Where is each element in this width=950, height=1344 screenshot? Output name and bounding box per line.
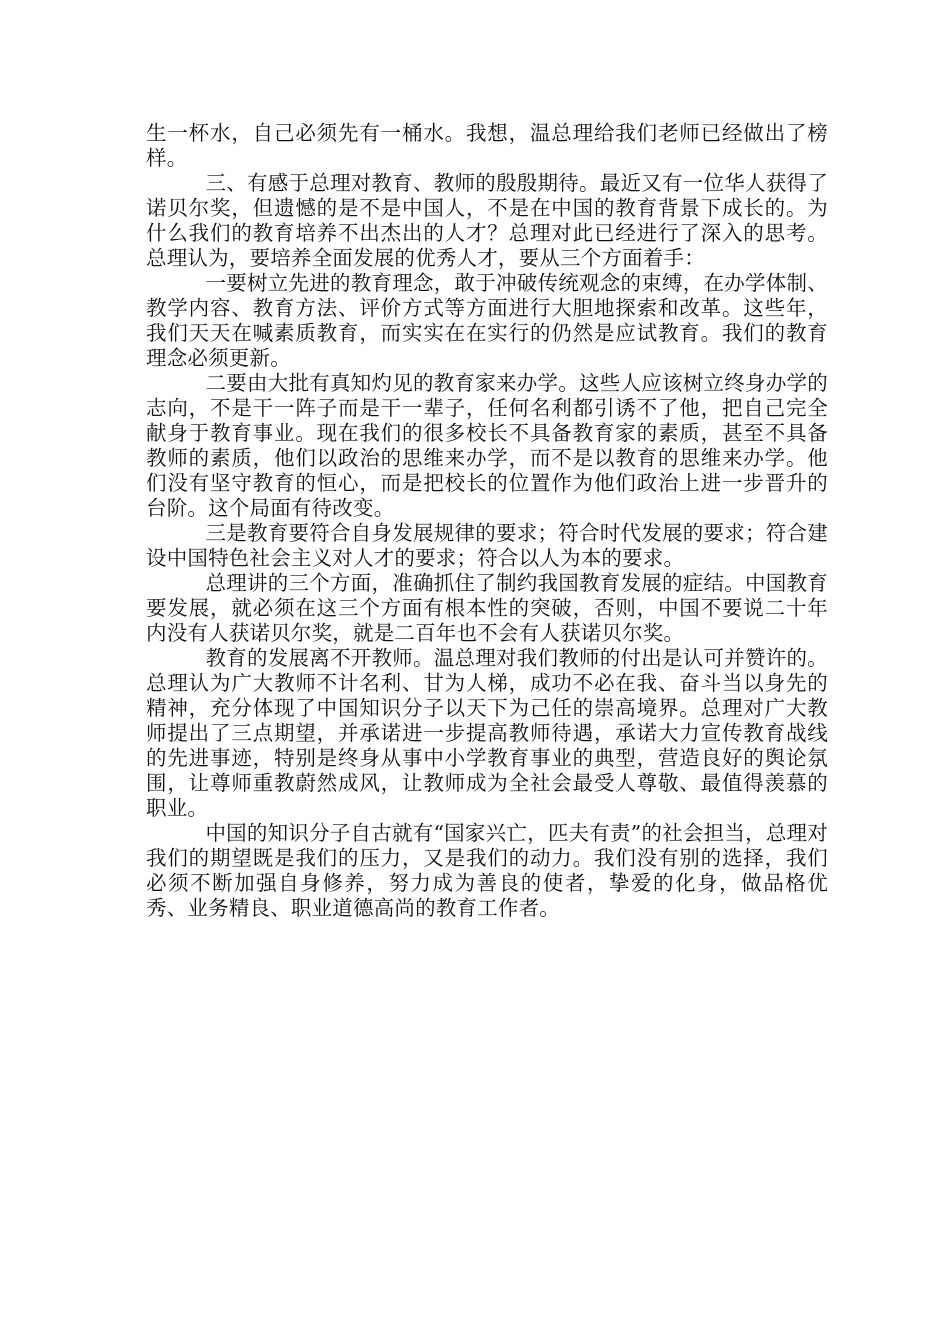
paragraph-8: 中国的知识分子自古就有“国家兴亡，匹夫有责”的社会担当，总理对我们的期望既是我们的压力，又是我们的动力。我们没有别的选择，我们必须不断加强自身修养，努力成为善良的使者，挚爱的化身，做品格优秀、业务精良、职业道德高尚的教育工作者。 [146,821,828,920]
paragraph-7: 教育的发展离不开教师。温总理对我们教师的付出是认可并赞许的。总理认为广大教师不计名利、甘为人梯，成功不必在我、奋斗当以身先的精神，充分体现了中国知识分子以天下为己任的崇高境界。总理对广大教师提出了三点期望，并承诺进一步提高教师待遇，承诺大力宣传教育战线的先进事迹，特别是终身从事中小学教育事业的典型，营造良好的舆论氛围，让尊师重教蔚然成风，让教师成为全社会最受人尊敬、最值得羡慕的职业。 [146,646,828,820]
paragraph-3: 一要树立先进的教育理念，敢于冲破传统观念的束缚，在办学体制、教学内容、教育方法、评价方式等方面进行大胆地探索和改革。这些年，我们天天在喊素质教育，而实实在在实行的仍然是应试教育。我们的教育理念必须更新。 [146,271,828,370]
paragraph-6: 总理讲的三个方面，准确抓住了制约我国教育发展的症结。中国教育要发展，就必须在这三个方面有根本性的突破，否则，中国不要说二十年内没有人获诺贝尔奖，就是二百年也不会有人获诺贝尔奖。 [146,571,828,645]
paragraph-4: 二要由大批有真知灼见的教育家来办学。这些人应该树立终身办学的志向，不是干一阵子而是干一辈子，任何名利都引诱不了他，把自己完全献身于教育事业。现在我们的很多校长不具备教育家的素质，甚至不具备教师的素质，他们以政治的思维来办学，而不是以教育的思维来办学。他们没有坚守教育的恒心，而是把校长的位置作为他们政治上进一步晋升的台阶。这个局面有待改变。 [146,371,828,520]
paragraph-5: 三是教育要符合自身发展规律的要求；符合时代发展的要求；符合建设中国特色社会主义对人才的要求；符合以人为本的要求。 [146,521,828,570]
paragraph-2: 三、有感于总理对教育、教师的殷殷期待。最近又有一位华人获得了诺贝尔奖，但遗憾的是不是中国人，不是在中国的教育背景下成长的。为什么我们的教育培养不出杰出的人才？总理对此已经进行了深入的思考。总理认为，要培养全面发展的优秀人才，要从三个方面着手： [146,171,828,270]
paragraph-1: 生一杯水，自己必须先有一桶水。我想，温总理给我们老师已经做出了榜样。 [146,121,828,170]
document-body [146,121,828,921]
